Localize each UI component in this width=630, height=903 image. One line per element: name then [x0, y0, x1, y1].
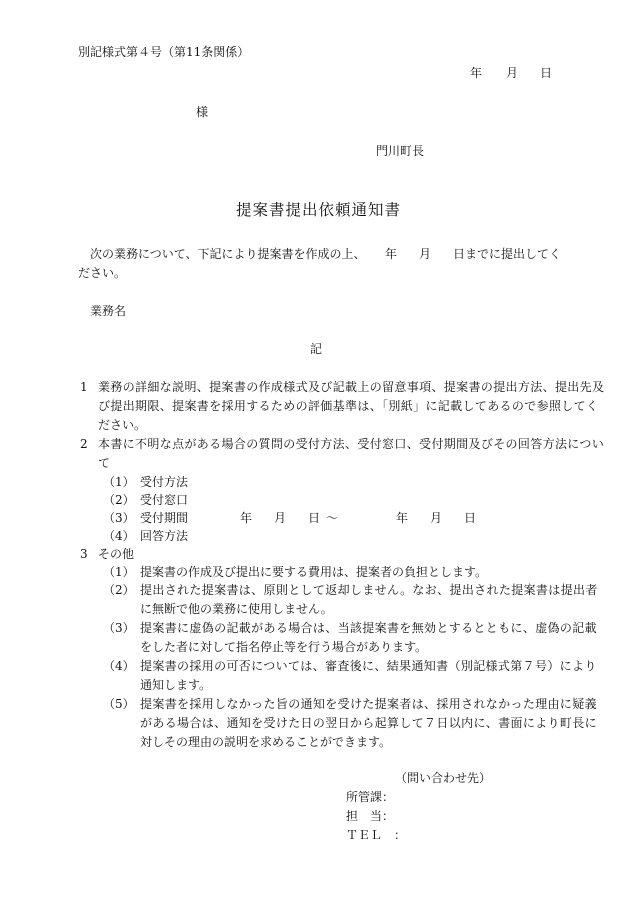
period-tilde: 〜: [326, 511, 339, 525]
sub-item-number: （2）: [103, 583, 135, 597]
sub-item-text: 提案書に虚偽の記載がある場合は、当該提案書を無効とするとともに、虚偽の記載: [140, 621, 597, 635]
item-label: その他: [98, 547, 135, 561]
sub-item-text: 受付期間: [140, 511, 189, 525]
sub-item-text: に無断で他の業務に使用しません。: [140, 602, 333, 616]
date-day: 日: [540, 66, 553, 80]
item-number: 2: [80, 437, 88, 451]
sub-item-number: （3）: [103, 621, 135, 635]
intro-text-cont: ださい。: [78, 266, 127, 280]
sub-item-number: （4）: [103, 529, 135, 543]
project-name-label: 業務名: [90, 304, 127, 318]
item-text: 本書に不明な点がある場合の質問の受付方法、受付窓口、受付期間及びその回答方法につい: [98, 437, 605, 451]
item-text: び提出期限、提案書を採用するための評価基準は、「別紙」に記載してあるので参照してく: [98, 399, 599, 413]
date-year: 年: [470, 66, 483, 80]
sub-item-text: をした者に対して指名停止等を行う場合があります。: [140, 640, 428, 654]
sub-item-text: 受付方法: [140, 475, 189, 489]
contact-heading: （問い合わせ先）: [395, 771, 492, 785]
item-text: て: [98, 456, 111, 470]
sub-item-text: 受付窓口: [140, 493, 189, 507]
sub-item-number: （4）: [103, 659, 135, 673]
sub-item-number: （2）: [103, 493, 135, 507]
intro-deadline: 日までに提出してく: [453, 247, 562, 261]
intro-year: 年: [385, 247, 398, 261]
contact-department-label: 所管課：: [346, 790, 395, 804]
intro-text: 次の業務について、下記により提案書を作成の上、: [90, 247, 366, 261]
sub-item-text: がある場合は、通知を受けた日の翌日から起算して７日以内に、書面により町長に: [140, 716, 597, 730]
period-month: 月: [274, 511, 287, 525]
period-month: 月: [430, 511, 443, 525]
sub-item-text: 提案書を採用しなかった旨の通知を受けた提案者は、採用されなかった理由に疑義: [140, 697, 597, 711]
sub-item-text: 通知します。: [140, 678, 212, 692]
item-text: 業務の詳細な説明、提案書の作成様式及び記載上の留意事項、提案書の提出方法、提出先及: [98, 380, 605, 394]
sub-item-number: （5）: [103, 697, 135, 711]
sub-item-number: （3）: [103, 511, 135, 525]
sub-item-text: 提案書の採用の可否については、審査後に、結果通知書（別記様式第７号）により: [140, 659, 597, 673]
sender-name: 門川町長: [376, 144, 425, 158]
sub-item-number: （1）: [103, 565, 135, 579]
item-number: 3: [80, 547, 88, 561]
contact-person-label: 担 当：: [346, 809, 395, 823]
contact-tel-label: ＴＥＬ ：: [346, 828, 407, 842]
sub-item-number: （1）: [103, 475, 135, 489]
item-number: 1: [80, 380, 88, 394]
form-number: 別記様式第４号（第11条関係）: [78, 45, 250, 59]
document-title: 提案書提出依頼通知書: [236, 201, 402, 219]
ki-heading: 記: [310, 342, 323, 356]
sub-item-text: 回答方法: [140, 529, 189, 543]
recipient-honorific: 様: [196, 105, 209, 119]
period-day: 日: [308, 511, 321, 525]
item-text: ださい。: [98, 418, 147, 432]
sub-item-text: 提出された提案書は、原則として返却しません。なお、提出された提案書は提出者: [140, 583, 598, 597]
period-year: 年: [240, 511, 253, 525]
date-month: 月: [506, 66, 519, 80]
intro-month: 月: [419, 247, 432, 261]
period-year: 年: [396, 511, 409, 525]
sub-item-text: 対しその理由の説明を求めることができます。: [140, 735, 392, 749]
sub-item-text: 提案書の作成及び提出に要する費用は、提案者の負担とします。: [140, 565, 488, 579]
period-day: 日: [464, 511, 477, 525]
